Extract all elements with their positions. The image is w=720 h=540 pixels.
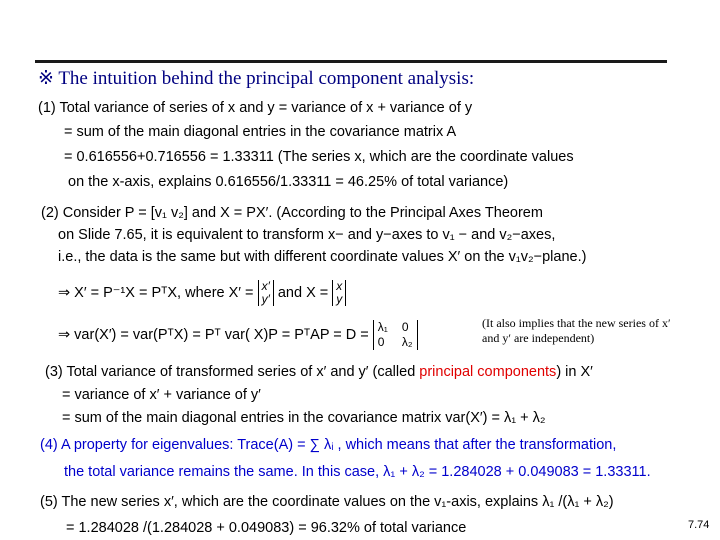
p3-line1-a: (3) Total variance of transformed series of x′ and y′ (called (45, 364, 420, 380)
page-number: 7.74 (688, 519, 710, 531)
p1-line3: = 0.616556+0.716556 = 1.33311 (The series x, which are the coordinate values (64, 149, 574, 165)
p5-line2: = 1.284028 /(1.284028 + 0.049083) = 96.32% of total variance (66, 520, 467, 536)
d-entry-12: 0 (401, 320, 409, 334)
p1-line2: = sum of the main diagonal entries in the covariance matrix A (64, 124, 457, 140)
p2-line4 (58, 280, 346, 306)
x-prime-entry-1: x′ (261, 279, 270, 293)
p2-line4-text: ⇒ X′ = P⁻¹X = PᵀX, where X′ = (58, 284, 254, 301)
x-prime-entry-2: y′ (261, 292, 270, 306)
p2-line4-and: and X = (277, 284, 329, 301)
d-entry-21: 0 (377, 335, 385, 349)
diagonal-matrix-d (373, 320, 418, 350)
x-matrix (332, 280, 346, 306)
d-entry-11: λ₁ (377, 320, 388, 334)
x-entry-1: x (336, 279, 343, 293)
p2-line5 (58, 320, 418, 350)
p3-line1 (45, 363, 593, 381)
p4-line1: (4) A property for eigenvalues: Trace(A) = ∑ λᵢ , which means that after the transformation, (40, 437, 617, 453)
p5-line1: (5) The new series x′, which are the coordinate values on the v₁-axis, explains λ₁ /(λ₁ + λ₂) (40, 494, 614, 510)
principal-components-term: principal components (419, 364, 557, 380)
p2-line5-text: ⇒ var(X′) = var(PᵀX) = Pᵀ var( X)P = PᵀAP = D = (58, 326, 369, 343)
p1-line1: (1) Total variance of series of x and y = variance of x + variance of y (38, 100, 473, 116)
p2-line3: i.e., the data is the same but with different coordinate values X′ on the v₁v₂−plane.) (58, 249, 587, 265)
p2-line1: (2) Consider P = [v₁ v₂] and X = PX′. (According to the Principal Axes Theorem (41, 205, 543, 221)
independence-note: (It also implies that the new series of x′ and y′ are independent) (482, 316, 671, 345)
x-prime-matrix (258, 280, 274, 306)
slide-title: ※ The intuition behind the principal component analysis: (38, 68, 475, 89)
p2-line2: on Slide 7.65, it is equivalent to transform x− and y−axes to v₁ − and v₂−axes, (58, 227, 556, 243)
p3-line3: = sum of the main diagonal entries in the covariance matrix var(X′) = λ₁ + λ₂ (62, 410, 546, 426)
p3-line1-c: ) in X′ (556, 364, 593, 380)
title-divider (35, 60, 667, 63)
d-entry-22: λ₂ (401, 335, 413, 349)
p1-line4: on the x-axis, explains 0.616556/1.33311 = 46.25% of total variance) (68, 174, 509, 190)
p4-line2: the total variance remains the same. In this case, λ₁ + λ₂ = 1.284028 + 0.049083 = 1.33311. (64, 464, 651, 480)
x-entry-2: y (336, 292, 343, 306)
p3-line2: = variance of x′ + variance of y′ (62, 387, 261, 403)
